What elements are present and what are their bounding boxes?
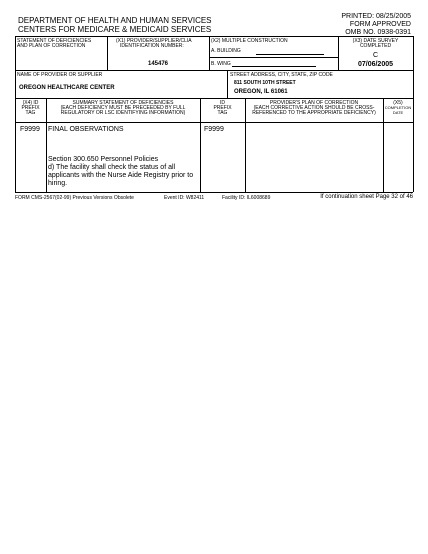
x5-label-3: DATE xyxy=(392,110,404,115)
address-street: 811 SOUTH 10TH STREET xyxy=(234,80,296,86)
id-label-1: ID xyxy=(220,100,225,106)
entry-right-tag: F9999 xyxy=(204,126,224,133)
rule-building xyxy=(209,57,338,58)
footer-facility: Facility ID: IL6008689 xyxy=(222,195,271,201)
rule-footer xyxy=(15,192,413,193)
rule-right xyxy=(413,36,414,192)
provider-name-label: NAME OF PROVIDER OR SUPPLIER xyxy=(17,72,103,78)
footer-form: FORM CMS-2567(02-99) Previous Versions Obsolete xyxy=(15,195,134,201)
rule-top xyxy=(15,36,413,37)
provider-id-value: 145476 xyxy=(147,61,169,67)
id-label-3: TAG xyxy=(217,110,228,116)
centers-title: CENTERS FOR MEDICARE & MEDICAID SERVICES xyxy=(18,25,212,34)
statement-label-1: STATEMENT OF DEFICIENCIES xyxy=(17,38,92,44)
id-label-2: PREFIX xyxy=(213,105,232,111)
address-label: STREET ADDRESS, CITY, STATE, ZIP CODE xyxy=(230,72,333,78)
x5-label-2: COMPLETION xyxy=(384,105,412,110)
building-blank xyxy=(256,54,324,55)
x5-label-1: (X5) xyxy=(393,100,403,106)
plan-label-1: PROVIDER'S PLAN OF CORRECTION xyxy=(269,100,359,106)
wing-blank xyxy=(232,66,316,67)
construction-label: (X2) MULTIPLE CONSTRUCTION xyxy=(211,38,288,44)
provider-id-label-1: (X1) PROVIDER/SUPPLIER/CLIA xyxy=(116,38,192,44)
plan-label-3: REFERENCED TO THE APPROPRIATE DEFICIENCY) xyxy=(252,110,376,116)
wing-label: B. WING xyxy=(211,61,231,67)
summary-label-2: (EACH DEFICIENCY MUST BE PRECEEDED BY FULL xyxy=(60,105,186,111)
survey-label-2: COMPLETED xyxy=(359,43,392,49)
x4-label-3: TAG xyxy=(25,110,36,116)
survey-date: 07/06/2005 xyxy=(357,61,394,68)
entry-body-line: hiring. xyxy=(48,180,68,187)
entry-body-line: Section 300.650 Personnel Policies xyxy=(48,156,159,163)
rule-v-provider xyxy=(227,70,228,98)
entry-title: FINAL OBSERVATIONS xyxy=(48,126,124,133)
rule-columns xyxy=(15,98,413,99)
provider-id-label-2: IDENTIFICATION NUMBER: xyxy=(120,43,184,49)
survey-label-1: (X3) DATE SURVEY xyxy=(352,38,399,44)
footer-continuation: If continuation sheet Page 32 of 46 xyxy=(320,194,413,200)
printed-date: PRINTED: 08/25/2005 xyxy=(341,13,411,20)
omb-number: OMB NO. 0938-0391 xyxy=(345,29,411,36)
entry-body-line: applicants with the Nurse Aide Registry prior to xyxy=(48,172,194,179)
x4-label-1: (X4) ID xyxy=(22,100,39,106)
summary-label-1: SUMMARY STATEMENT OF DEFICIENCIES xyxy=(72,100,174,106)
rule-v2 xyxy=(209,36,210,70)
department-title: DEPARTMENT OF HEALTH AND HUMAN SERVICES xyxy=(18,16,212,25)
summary-label-3: REGULATORY OR LSC IDENTIFYING INFORMATION) xyxy=(60,110,186,116)
provider-name: OREGON HEALTHCARE CENTER xyxy=(19,85,115,91)
building-label: A. BUILDING xyxy=(211,48,241,54)
entry-tag: F9999 xyxy=(20,126,40,133)
x4-label-2: PREFIX xyxy=(21,105,40,111)
form-approved: FORM APPROVED xyxy=(349,21,411,28)
rule-provider xyxy=(15,70,413,71)
entry-body-line: d) The facility shall check the status of all xyxy=(48,164,176,171)
survey-code: C xyxy=(372,52,379,59)
plan-label-2: (EACH CORRECTIVE ACTION SHOULD BE CROSS- xyxy=(253,105,375,111)
rule-columns-bottom xyxy=(15,122,413,123)
footer-event: Event ID: W82411 xyxy=(164,195,205,201)
statement-label-2: AND PLAN OF CORRECTION xyxy=(17,43,86,49)
address-city: OREGON, IL 61061 xyxy=(234,89,288,95)
